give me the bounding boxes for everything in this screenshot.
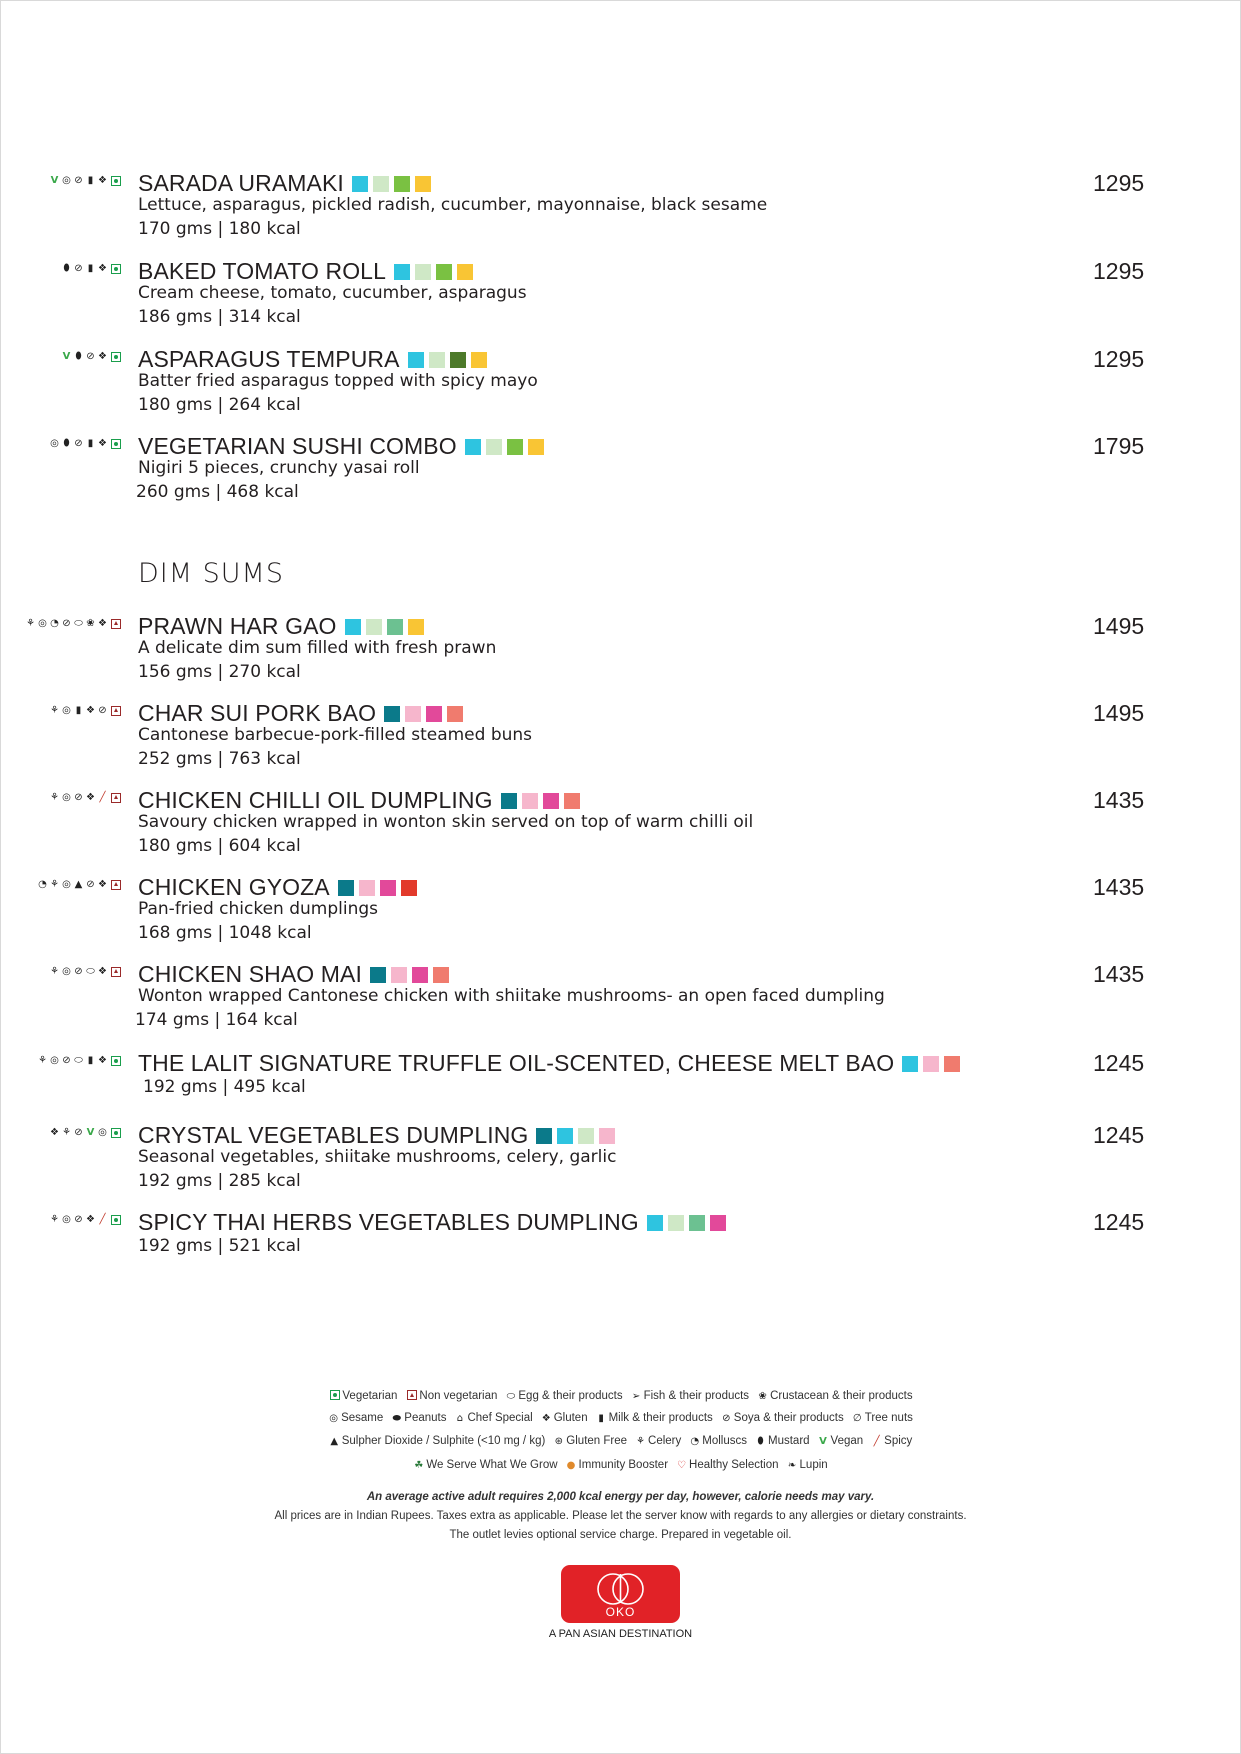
soya-icon: ⊘ [74, 175, 83, 186]
color-swatch [401, 880, 417, 896]
allergen-icons [61, 262, 121, 275]
vegan-icon: V [819, 1436, 827, 1447]
color-swatch [345, 619, 361, 635]
color-swatches [352, 176, 431, 192]
soya-icon: ⊘ [74, 263, 83, 274]
item-nutrition: 192 gms | 285 kcal [138, 1171, 301, 1191]
molluscs-icon: ◔ [50, 618, 59, 629]
egg-icon: ⬭ [506, 1391, 516, 1402]
vegetarian-icon [111, 439, 121, 449]
tagline: A PAN ASIAN DESTINATION [548, 1628, 693, 1640]
gluten-icon: ❖ [98, 438, 107, 449]
legend-label: Gluten [553, 1412, 588, 1424]
celery-icon: ⚘ [50, 792, 59, 803]
color-swatch [359, 880, 375, 896]
item-description: A delicate dim sum filled with fresh prawn [138, 638, 497, 658]
item-nutrition: 156 gms | 270 kcal [138, 662, 301, 682]
item-description: Cantonese barbecue-pork-filled steamed buns [138, 725, 533, 745]
color-swatches [370, 967, 449, 983]
lupin-icon: ❧ [787, 1460, 797, 1471]
color-swatch [394, 176, 410, 192]
legend-label: Healthy Selection [689, 1459, 779, 1471]
tree-nuts-icon: ∅ [852, 1413, 862, 1424]
item-name: ASPARAGUS TEMPURA [138, 346, 400, 372]
gluten-icon: ❖ [98, 263, 107, 274]
color-swatches [408, 352, 487, 368]
item-name: SARADA URAMAKI [138, 170, 344, 196]
gluten-icon: ❖ [98, 1055, 107, 1066]
item-price: 1435 [1093, 787, 1145, 813]
sesame-icon: ◎ [62, 175, 71, 186]
color-swatch [408, 352, 424, 368]
gluten-icon: ❖ [98, 618, 107, 629]
legend-label: Molluscs [702, 1435, 747, 1447]
legend-entry [635, 1435, 681, 1448]
color-swatch [668, 1215, 684, 1231]
legend-entry [541, 1412, 588, 1425]
item-name-row [138, 613, 424, 640]
item-description: Seasonal vegetables, shiitake mushrooms, celery, garlic [138, 1147, 617, 1167]
item-name-row [138, 1050, 960, 1077]
item-description: Wonton wrapped Cantonese chicken with shiitake mushrooms- an open faced dumpling [138, 986, 885, 1006]
allergen-icons [49, 965, 121, 978]
item-description: Pan-fried chicken dumplings [138, 899, 379, 919]
chef-special-icon: ⌂ [456, 1413, 464, 1424]
item-name-row [138, 874, 417, 901]
color-swatch [536, 1128, 552, 1144]
celery-icon: ⚘ [62, 1127, 71, 1138]
legend-label: Milk & their products [608, 1412, 713, 1424]
color-swatches [384, 706, 463, 722]
item-price: 1295 [1093, 346, 1145, 372]
color-swatch [384, 706, 400, 722]
gluten-free-icon: ⊛ [554, 1436, 563, 1447]
item-name: CHAR SUI PORK BAO [138, 700, 377, 726]
item-price: 1495 [1093, 700, 1145, 726]
sesame-icon: ◎ [62, 792, 71, 803]
item-name-row [138, 1122, 615, 1149]
legend-row-4 [0, 1459, 1241, 1472]
service-note: The outlet levies optional service charge. Prepared in vegetable oil. [449, 1529, 792, 1541]
color-swatch [429, 352, 445, 368]
item-name-row [138, 433, 544, 460]
spicy-icon: ╱ [99, 1214, 106, 1225]
color-swatch [507, 439, 523, 455]
milk-icon: ▮ [75, 705, 82, 716]
celery-icon: ⚘ [50, 966, 59, 977]
gluten-icon: ❖ [541, 1413, 551, 1424]
non-vegetarian-icon [111, 619, 121, 629]
calorie-note: An average active adult requires 2,000 kcal energy per day, however, calorie needs may vary. [366, 1491, 875, 1503]
item-name: SPICY THAI HERBS VEGETABLES DUMPLING [138, 1209, 639, 1235]
non-vegetarian-icon [111, 793, 121, 803]
legend-entry [852, 1412, 913, 1425]
item-nutrition: 170 gms | 180 kcal [138, 219, 301, 239]
vegetarian-icon [111, 264, 121, 274]
item-name-row [138, 961, 449, 988]
gluten-icon: ❖ [50, 1127, 59, 1138]
legend-label: Vegetarian [342, 1390, 398, 1402]
celery-icon: ⚘ [50, 705, 59, 716]
legend-label: Vegan [830, 1435, 864, 1447]
sesame-icon: ◎ [50, 438, 59, 449]
item-price: 1245 [1093, 1122, 1145, 1148]
color-swatch [338, 880, 354, 896]
allergen-icons [49, 174, 121, 187]
legend-label: Non vegetarian [419, 1390, 498, 1402]
mustard-icon: ⬮ [63, 263, 70, 274]
crustacean-icon: ❀ [758, 1391, 767, 1402]
item-name-row [138, 700, 463, 727]
item-name: CHICKEN GYOZA [138, 874, 330, 900]
legend-entry [405, 1390, 497, 1402]
legend-row-2 [0, 1412, 1241, 1425]
color-swatch [366, 619, 382, 635]
legend-entry [328, 1390, 397, 1402]
legend-label: Crustacean & their products [770, 1390, 913, 1402]
color-swatch [447, 706, 463, 722]
vegetarian-icon [330, 1390, 340, 1400]
legend-label: Chef Special [467, 1412, 533, 1424]
color-swatch [415, 264, 431, 280]
item-name: CHICKEN CHILLI OIL DUMPLING [138, 787, 493, 813]
legend-entry [787, 1459, 828, 1472]
legend-row-1 [0, 1390, 1241, 1403]
color-swatch [408, 619, 424, 635]
allergen-icons [49, 437, 121, 450]
color-swatch [564, 793, 580, 809]
item-nutrition: 260 gms | 468 kcal [136, 482, 299, 502]
legend-label: Sulpher Dioxide / Sulphite (<10 mg / kg) [341, 1435, 546, 1447]
item-description: Cream cheese, tomato, cucumber, asparagus [138, 283, 527, 303]
molluscs-icon: ◔ [38, 879, 47, 890]
milk-icon: ▮ [87, 263, 94, 274]
milk-icon: ▮ [598, 1413, 604, 1424]
item-nutrition: 180 gms | 604 kcal [138, 836, 301, 856]
item-nutrition: 186 gms | 314 kcal [138, 307, 301, 327]
non-vegetarian-icon [111, 880, 121, 890]
color-swatch [433, 967, 449, 983]
color-swatches [647, 1215, 726, 1231]
color-swatch [387, 619, 403, 635]
color-swatch [528, 439, 544, 455]
item-price: 1435 [1093, 961, 1145, 987]
color-swatch [923, 1056, 939, 1072]
egg-icon: ⬭ [74, 618, 83, 629]
item-name-row [138, 170, 431, 197]
color-swatch [543, 793, 559, 809]
legend-entry [553, 1435, 627, 1448]
item-nutrition: 252 gms | 763 kcal [138, 749, 301, 769]
color-swatch [415, 176, 431, 192]
color-swatch [471, 352, 487, 368]
vegetarian-icon [111, 352, 121, 362]
sesame-icon: ◎ [98, 1127, 107, 1138]
item-nutrition: 180 gms | 264 kcal [138, 395, 301, 415]
gluten-icon: ❖ [98, 966, 107, 977]
mustard-icon: ⬮ [63, 438, 70, 449]
allergen-icons [37, 878, 121, 891]
color-swatch [380, 880, 396, 896]
non-vegetarian-icon [111, 967, 121, 977]
color-swatches [345, 619, 424, 635]
healthy-icon: ♡ [677, 1460, 687, 1471]
item-nutrition: 192 gms | 521 kcal [138, 1236, 301, 1256]
legend-label: Peanuts [404, 1412, 447, 1424]
legend-entry [596, 1412, 713, 1425]
color-swatches [501, 793, 580, 809]
soya-icon: ⊘ [86, 351, 95, 362]
color-swatch [486, 439, 502, 455]
soya-icon: ⊘ [74, 966, 83, 977]
soya-icon: ⊘ [74, 438, 83, 449]
legend-entry [329, 1435, 546, 1448]
gluten-icon: ❖ [86, 1214, 95, 1225]
color-swatch [902, 1056, 918, 1072]
milk-icon: ▮ [87, 438, 94, 449]
allergen-icons [49, 704, 121, 717]
section-title-dim-sums: DIM SUMS [138, 558, 284, 589]
allergen-icons [61, 350, 121, 363]
vegan-icon: V [62, 351, 71, 362]
legend-label: Mustard [768, 1435, 810, 1447]
sesame-icon: ◎ [62, 1214, 71, 1225]
milk-icon: ▮ [87, 175, 94, 186]
egg-icon: ⬭ [86, 966, 95, 977]
spicy-icon: ╱ [873, 1436, 880, 1447]
price-note: All prices are in Indian Rupees. Taxes extra as applicable. Please let the server know with regards to any allergies or dietary constraints. [274, 1510, 967, 1522]
sesame-icon: ◎ [329, 1413, 338, 1424]
notes [0, 1488, 1241, 1545]
item-name-row [138, 258, 473, 285]
allergen-icons [49, 791, 121, 804]
color-swatch [450, 352, 466, 368]
legend-entry [566, 1459, 668, 1472]
legend-row-3 [0, 1435, 1241, 1448]
legend-label: Spicy [884, 1435, 913, 1447]
item-description: Nigiri 5 pieces, crunchy yasai roll [138, 458, 420, 478]
item-price: 1245 [1093, 1050, 1145, 1076]
sulphite-icon: ▲ [74, 879, 83, 890]
color-swatch [599, 1128, 615, 1144]
fish-icon: ➢ [631, 1391, 641, 1402]
sesame-icon: ◎ [62, 705, 71, 716]
sesame-icon: ◎ [38, 618, 47, 629]
crustacean-icon: ❀ [86, 618, 95, 629]
vegetarian-icon [111, 1128, 121, 1138]
item-name: THE LALIT SIGNATURE TRUFFLE OIL-SCENTED, CHEESE MELT BAO [138, 1050, 895, 1076]
color-swatch [412, 967, 428, 983]
legend-label: We Serve What We Grow [426, 1459, 558, 1471]
color-swatches [902, 1056, 960, 1072]
legend-entry [757, 1390, 913, 1403]
legend-entry [871, 1435, 912, 1448]
item-name: BAKED TOMATO ROLL [138, 258, 386, 284]
non-vegetarian-icon [111, 706, 121, 716]
we-grow-icon: ☘ [414, 1460, 424, 1471]
soya-icon: ⊘ [62, 618, 71, 629]
legend-entry [328, 1412, 383, 1425]
legend-entry [689, 1435, 747, 1448]
legend-entry [721, 1412, 844, 1425]
vegetarian-icon [111, 176, 121, 186]
sulphite-icon: ▲ [330, 1436, 339, 1447]
color-swatch [578, 1128, 594, 1144]
soya-icon: ⊘ [74, 1127, 83, 1138]
color-swatch [522, 793, 538, 809]
legend-entry [676, 1459, 779, 1472]
oko-logo [561, 1565, 680, 1623]
celery-icon: ⚘ [26, 618, 35, 629]
color-swatches [536, 1128, 615, 1144]
non-vegetarian-icon [407, 1390, 417, 1400]
color-swatch [370, 967, 386, 983]
legend-entry [413, 1459, 557, 1472]
legend-label: Celery [648, 1435, 682, 1447]
legend-label: Sesame [341, 1412, 384, 1424]
logo-text: OKO [605, 1605, 636, 1619]
item-price: 1795 [1093, 433, 1145, 459]
sesame-icon: ◎ [62, 966, 71, 977]
soya-icon: ⊘ [62, 1055, 71, 1066]
immunity-icon: ● [566, 1460, 576, 1471]
color-swatch [689, 1215, 705, 1231]
egg-icon: ⬭ [74, 1055, 83, 1066]
gluten-icon: ❖ [86, 792, 95, 803]
item-price: 1435 [1093, 874, 1145, 900]
color-swatch [394, 264, 410, 280]
item-price: 1295 [1093, 170, 1145, 196]
item-name: PRAWN HAR GAO [138, 613, 337, 639]
vegan-icon: V [86, 1127, 95, 1138]
vegan-icon: V [50, 175, 59, 186]
gluten-icon: ❖ [86, 705, 95, 716]
allergen-icons [37, 1054, 121, 1067]
color-swatch [426, 706, 442, 722]
peanuts-icon: ⬬ [392, 1413, 402, 1424]
item-description: Lettuce, asparagus, pickled radish, cucumber, mayonnaise, black sesame [138, 195, 768, 215]
item-nutrition: 192 gms | 495 kcal [143, 1077, 306, 1097]
gluten-icon: ❖ [98, 879, 107, 890]
vegetarian-icon [111, 1215, 121, 1225]
legend-label: Fish & their products [643, 1390, 750, 1402]
gluten-icon: ❖ [98, 351, 107, 362]
mustard-icon: ⬮ [757, 1436, 764, 1447]
item-name: VEGETARIAN SUSHI COMBO [138, 433, 457, 459]
soya-icon: ⊘ [74, 792, 83, 803]
molluscs-icon: ◔ [690, 1436, 700, 1447]
soya-icon: ⊘ [86, 879, 95, 890]
sesame-icon: ◎ [62, 879, 71, 890]
legend-entry [391, 1412, 446, 1425]
legend-label: Soya & their products [733, 1412, 844, 1424]
allergen-icons [49, 1126, 121, 1139]
legend-entry [454, 1412, 532, 1425]
mustard-icon: ⬮ [75, 351, 82, 362]
item-description: Savoury chicken wrapped in wonton skin served on top of warm chilli oil [138, 812, 754, 832]
legend-entry [755, 1435, 810, 1448]
color-swatch [465, 439, 481, 455]
color-swatch [436, 264, 452, 280]
color-swatches [465, 439, 544, 455]
item-name: CRYSTAL VEGETABLES DUMPLING [138, 1122, 529, 1148]
celery-icon: ⚘ [50, 1214, 59, 1225]
legend-entry [818, 1435, 864, 1448]
item-name-row [138, 787, 580, 814]
item-price: 1245 [1093, 1209, 1145, 1235]
item-nutrition: 168 gms | 1048 kcal [138, 923, 312, 943]
soya-icon: ⊘ [98, 705, 107, 716]
celery-icon: ⚘ [636, 1436, 646, 1447]
color-swatch [944, 1056, 960, 1072]
allergen-icons [49, 1213, 121, 1226]
legend-label: Lupin [799, 1459, 828, 1471]
legend-entry [631, 1390, 749, 1403]
color-swatches [338, 880, 417, 896]
legend-label: Gluten Free [566, 1435, 628, 1447]
item-price: 1295 [1093, 258, 1145, 284]
color-swatch [405, 706, 421, 722]
color-swatch [373, 176, 389, 192]
item-nutrition: 174 gms | 164 kcal [135, 1010, 298, 1030]
sesame-icon: ◎ [50, 1055, 59, 1066]
allergen-icons [25, 617, 121, 630]
color-swatch [391, 967, 407, 983]
spicy-icon: ╱ [99, 792, 106, 803]
vegetarian-icon [111, 1056, 121, 1066]
legend-entry [505, 1390, 622, 1403]
milk-icon: ▮ [87, 1055, 94, 1066]
legend-label: Egg & their products [518, 1390, 623, 1402]
item-name: CHICKEN SHAO MAI [138, 961, 362, 987]
legend-label: Immunity Booster [578, 1459, 669, 1471]
legend-label: Tree nuts [864, 1412, 913, 1424]
soya-icon: ⊘ [722, 1413, 731, 1424]
soya-icon: ⊘ [74, 1214, 83, 1225]
color-swatch [710, 1215, 726, 1231]
gluten-icon: ❖ [98, 175, 107, 186]
item-description: Batter fried asparagus topped with spicy mayo [138, 371, 538, 391]
color-swatches [394, 264, 473, 280]
color-swatch [501, 793, 517, 809]
celery-icon: ⚘ [38, 1055, 47, 1066]
color-swatch [647, 1215, 663, 1231]
color-swatch [457, 264, 473, 280]
color-swatch [352, 176, 368, 192]
celery-icon: ⚘ [50, 879, 59, 890]
color-swatch [557, 1128, 573, 1144]
item-name-row [138, 1209, 726, 1236]
item-name-row [138, 346, 487, 373]
item-price: 1495 [1093, 613, 1145, 639]
